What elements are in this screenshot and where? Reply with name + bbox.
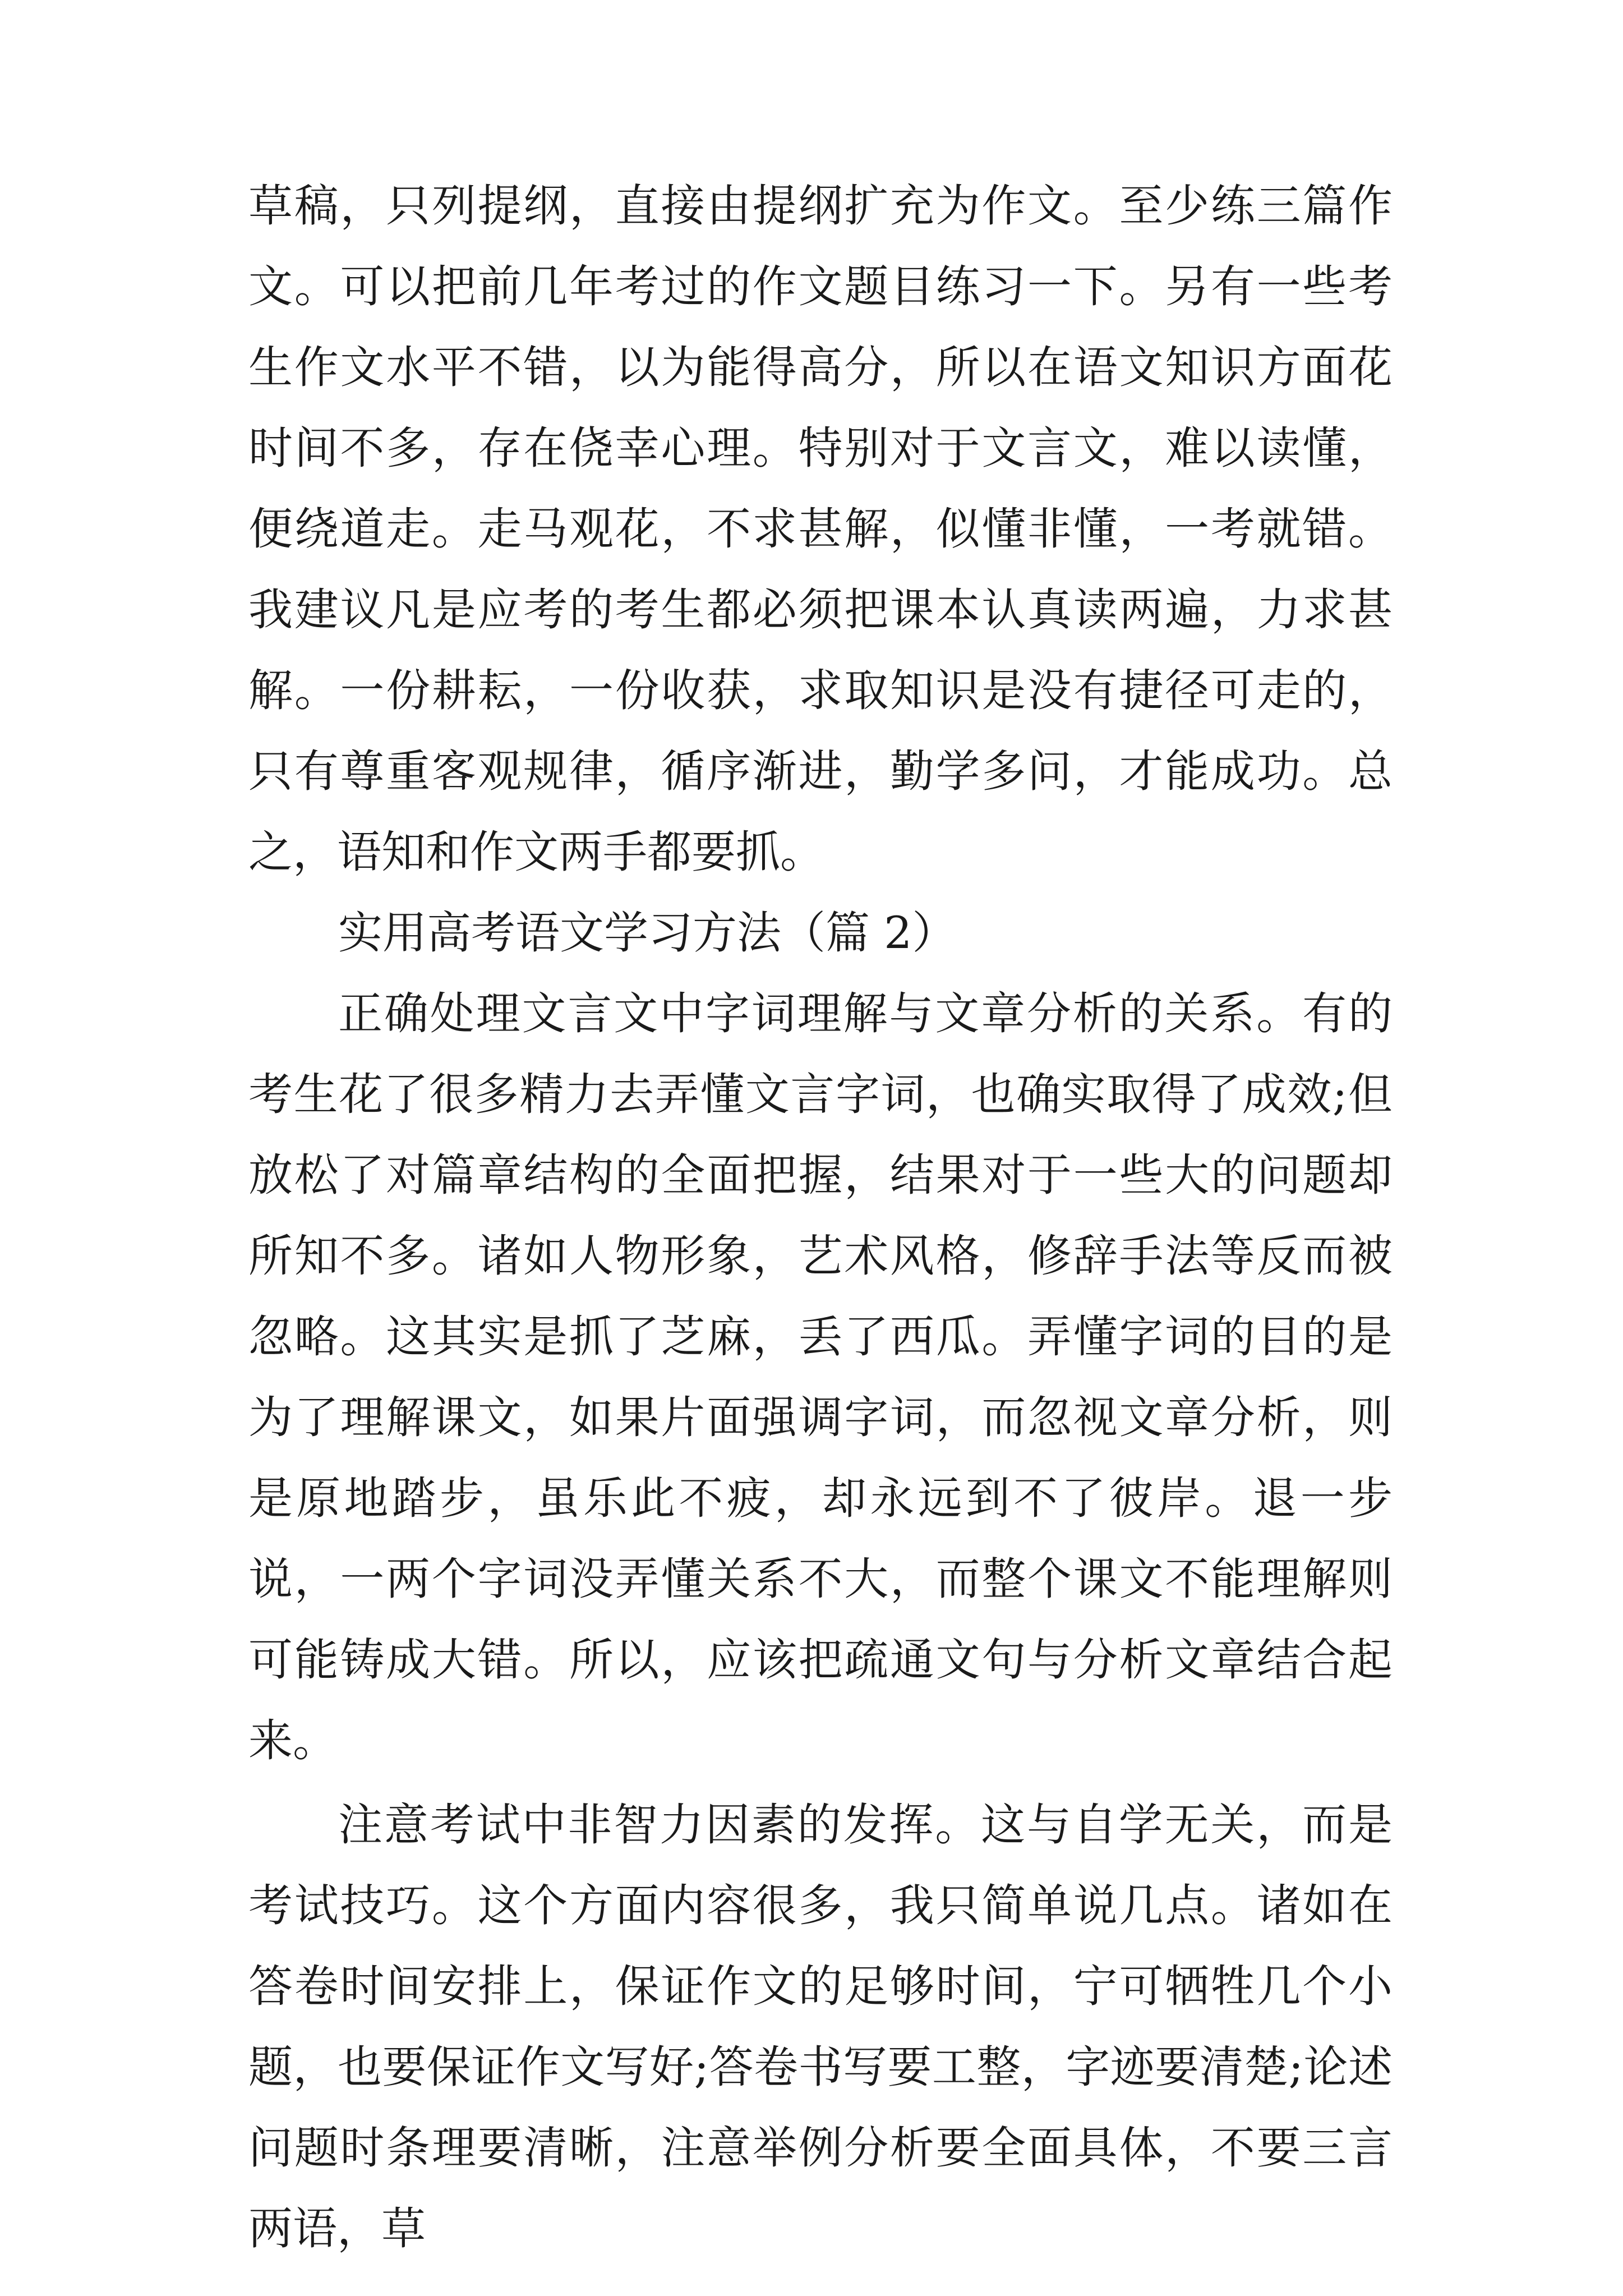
paragraph-classical-chinese: 正确处理文言文中字词理解与文章分析的关系。有的考生花了很多精力去弄懂文言字词，也确实取得了成效;但放松了对篇章结构的全面把握，结果对于一些大的问题却所知不多。诸如人物形象，艺术风格，修辞手法等反而被忽略。这其实是抓了芝麻，丢了西瓜。弄懂字词的目的是为了理解课文，如果片面强调字词，而忽视文章分析，则是原地踏步，虽乐此不疲，却永远到不了彼岸。退一步说，一两个字词没弄懂关系不大，而整个课文不能理解则可能铸成大错。所以，应该把疏通文句与分析文章结合起来。 (248, 988, 1393, 1766)
paragraph-exam-factors: 注意考试中非智力因素的发挥。这与自学无关，而是考试技巧。这个方面内容很多，我只简单说几点。诸如在答卷时间安排上，保证作文的足够时间，宁可牺牲几个小题，也要保证作文写好;答卷书写要工整，字迹要清楚;论述问题时条理要清晰，注意举例分析要全面具体，不要三言两语，草 (248, 1799, 1393, 2254)
paragraph-continued: 草稿，只列提纲，直接由提纲扩充为作文。至少练三篇作文。可以把前几年考过的作文题目练习一下。另有一些考生作文水平不错，以为能得高分，所以在语文知识方面花时间不多，存在侥幸心理。特别对于文言文，难以读懂，便绕道走。走马观花，不求甚解，似懂非懂，一考就错。我建议凡是应考的考生都必须把课本认真读两遍，力求甚解。一份耕耘，一份收获，求取知识是没有捷径可走的，只有尊重客观规律，循序渐进，勤学多问，才能成功。总之，语知和作文两手都要抓。 (248, 180, 1393, 878)
document-body (248, 165, 1393, 2269)
section-heading: 实用高考语文学习方法（篇 2） (338, 907, 957, 959)
